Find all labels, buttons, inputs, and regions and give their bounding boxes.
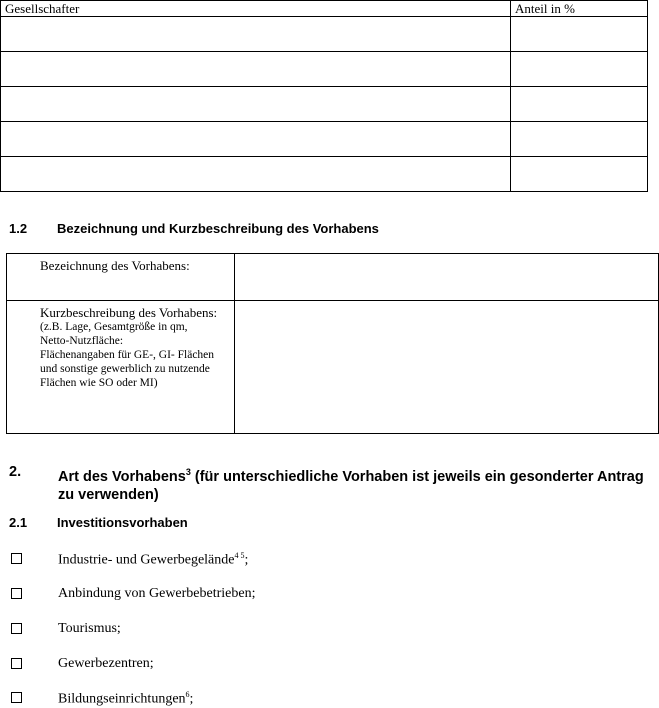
checkbox[interactable]	[11, 623, 22, 634]
share-cell[interactable]	[511, 157, 648, 192]
table-row	[1, 52, 648, 87]
table-row	[1, 87, 648, 122]
option-text: Bildungseinrichtungen	[58, 691, 186, 707]
shareholder-table	[0, 0, 648, 192]
table-row	[1, 17, 648, 52]
option-label	[58, 690, 193, 708]
option-label	[58, 656, 154, 672]
project-name-label-cell	[7, 254, 235, 301]
option-text: Industrie- und Gewerbegelände	[58, 552, 235, 568]
checkbox[interactable]	[11, 692, 22, 703]
project-name-label: Bezeichnung des Vorhabens:	[40, 258, 190, 273]
option-label	[58, 551, 248, 569]
section-number: 2.1	[9, 515, 28, 530]
option-text: Anbindung von Gewerbebetrieben;	[58, 586, 256, 601]
project-table	[6, 253, 659, 434]
option-suffix: ;	[189, 691, 194, 707]
description-hint-line: (z.B. Lage, Gesamtgröße in qm,	[40, 321, 188, 333]
section-title	[58, 463, 649, 504]
checkbox[interactable]	[11, 553, 22, 564]
section-title: Bezeichnung und Kurzbeschreibung des Vorhabens	[57, 221, 379, 236]
table-row	[1, 157, 648, 192]
checkbox[interactable]	[11, 588, 22, 599]
description-hint-line: Flächen wie SO oder MI)	[40, 377, 158, 389]
shareholder-table-header	[1, 1, 648, 17]
option-label	[58, 621, 121, 637]
shareholder-cell[interactable]	[1, 87, 511, 122]
section-1-2-heading	[9, 221, 379, 236]
option-suffix: ;	[244, 552, 249, 568]
shareholder-cell[interactable]	[1, 52, 511, 87]
footnote-ref: 4 5	[234, 551, 245, 560]
footnote-ref: 6	[185, 690, 190, 699]
share-cell[interactable]	[511, 52, 648, 87]
share-cell[interactable]	[511, 87, 648, 122]
footnote-ref: 3	[185, 467, 191, 477]
project-description-input[interactable]	[235, 301, 659, 434]
section-title-main: Art des Vorhabens	[58, 468, 186, 485]
option-label	[58, 586, 256, 602]
shareholder-cell[interactable]	[1, 157, 511, 192]
description-hint-line: und sonstige gewerblich zu nutzende	[40, 363, 210, 375]
share-cell[interactable]	[511, 122, 648, 157]
option-text: Gewerbezentren;	[58, 656, 154, 671]
shareholder-cell[interactable]	[1, 122, 511, 157]
section-2-heading	[9, 463, 649, 504]
description-hint-line: Netto-Nutzfläche:	[40, 335, 124, 347]
section-2-1-heading	[9, 515, 188, 530]
header-share: Anteil in %	[511, 1, 648, 17]
share-cell[interactable]	[511, 17, 648, 52]
option-text: Tourismus;	[58, 621, 121, 636]
checkbox[interactable]	[11, 658, 22, 669]
project-description-label-cell	[7, 301, 235, 434]
section-number: 1.2	[9, 221, 28, 236]
table-row	[1, 122, 648, 157]
project-name-input[interactable]	[235, 254, 659, 301]
header-shareholder: Gesellschafter	[1, 1, 511, 17]
project-description-label: Kurzbeschreibung des Vorhabens:	[40, 305, 218, 320]
description-hint-line: Flächenangaben für GE-, GI- Flächen	[40, 349, 215, 361]
shareholder-cell[interactable]	[1, 17, 511, 52]
project-description-row	[7, 301, 659, 434]
section-title-note: (für unterschiedliche Vorhaben ist jeweils ein gesonderter Antrag zu verwenden)	[58, 468, 644, 503]
project-name-row	[7, 254, 659, 301]
section-number: 2.	[9, 464, 22, 480]
section-title: Investitionsvorhaben	[57, 515, 188, 530]
